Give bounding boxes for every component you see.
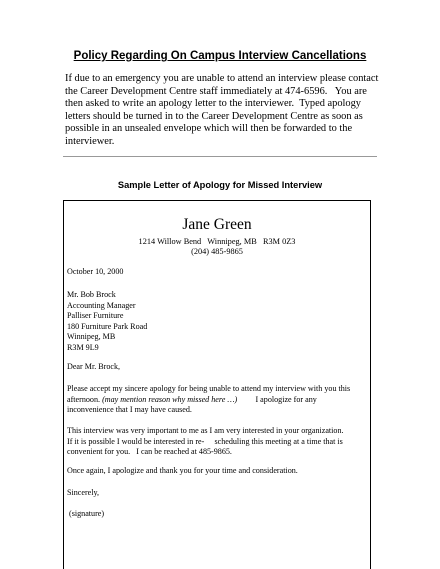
divider — [63, 156, 377, 157]
sample-letter-box — [63, 200, 371, 569]
interest-line: convenient for you. I can be reached at 485-9865. — [67, 447, 232, 456]
sample-letter-title: Sample Letter of Apology for Missed Interview — [117, 180, 323, 190]
paragraph-thanks: Once again, I apologize and thank you for your time and consideration. — [67, 466, 298, 475]
apology-line: inconvenience that I may have caused. — [67, 405, 192, 414]
policy-line: letters should be turned in to the Career Development Centre as soon as — [65, 110, 363, 122]
paragraph-interest — [67, 426, 367, 458]
signature-placeholder: (signature) — [69, 509, 105, 518]
sender-name: Jane Green — [182, 216, 252, 233]
recipient-block — [67, 290, 367, 353]
salutation: Dear Mr. Brock, — [67, 362, 121, 371]
policy-title: Policy Regarding On Campus Interview Cancellations — [73, 50, 367, 62]
interest-line: This interview was very important to me as I am very interested in your organization. — [67, 426, 344, 435]
interest-line: If it is possible I would be interested in re- scheduling this meeting at a time that is — [67, 436, 343, 446]
recipient-postal: R3M 9L9 — [67, 342, 99, 352]
reason-placeholder: (may mention reason why missed here …) — [102, 394, 238, 404]
recipient-company: Palliser Furniture — [67, 311, 124, 320]
letter-date: October 10, 2000 — [67, 267, 124, 276]
sender-contact — [64, 237, 370, 257]
recipient-street: 180 Furniture Park Road — [67, 321, 148, 331]
sender-phone: (204) 485-9865 — [191, 247, 243, 256]
apology-text: afternoon. — [67, 394, 101, 404]
apology-line — [67, 395, 367, 406]
policy-line: If due to an emergency you are unable to attend an interview please contact — [65, 73, 379, 84]
paragraph-apology — [67, 384, 367, 416]
closing: Sincerely, — [67, 488, 100, 497]
apology-line: Please accept my sincere apology for being unable to attend my interview with you this — [67, 384, 351, 393]
policy-line: possible in an unsealed envelope which will then be forwarded to the — [65, 123, 353, 134]
recipient-title: Accounting Manager — [67, 300, 136, 310]
recipient-name: Mr. Bob Brock — [67, 290, 116, 299]
apology-text: I apologize for any — [237, 394, 317, 404]
policy-line: the Career Development Centre staff immediately at 474-6596. You are — [65, 85, 367, 97]
policy-line: interviewer. — [65, 135, 115, 147]
policy-line: then asked to write an apology letter to the interviewer. Typed apology — [65, 98, 361, 109]
policy-paragraph — [65, 73, 380, 148]
sender-address: 1214 Willow Bend Winnipeg, MB R3M 0Z3 — [138, 237, 296, 246]
recipient-city: Winnipeg, MB — [67, 332, 116, 341]
